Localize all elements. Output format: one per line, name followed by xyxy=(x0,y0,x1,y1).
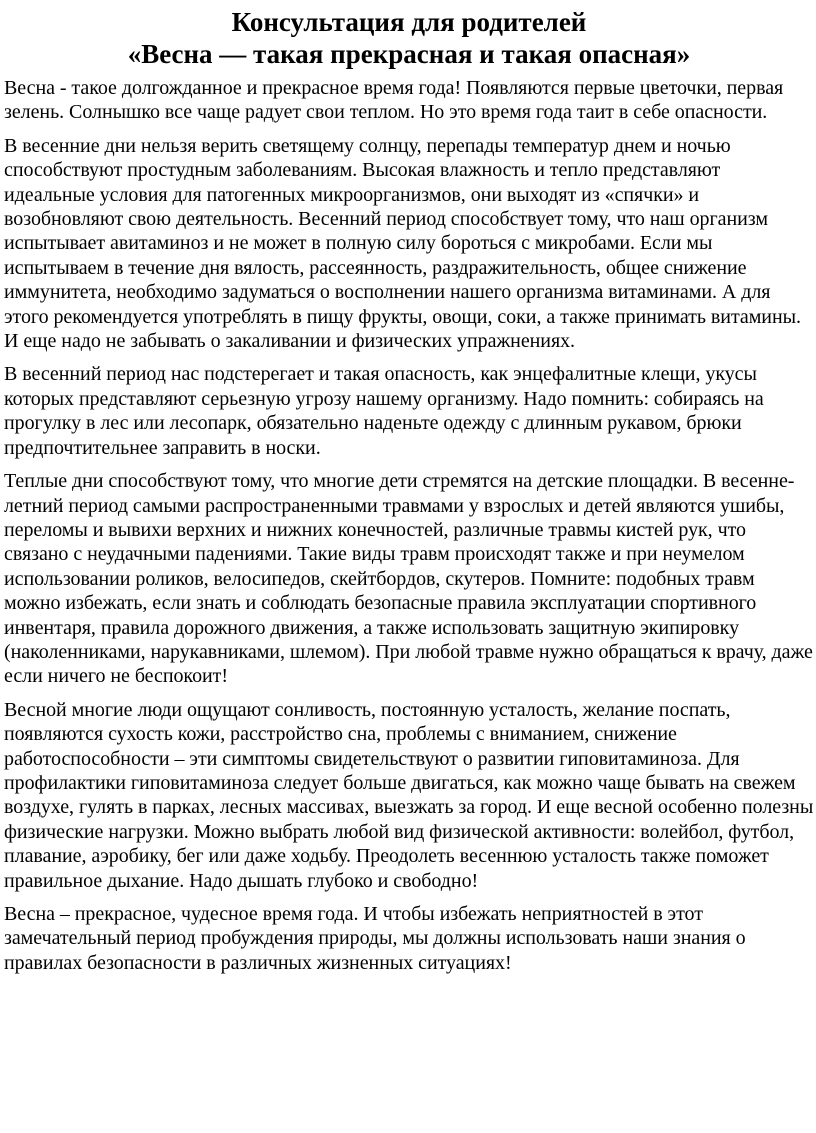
paragraph-intro: Весна - такое долгожданное и прекрасное время года! Появляются первые цветочки, первая зелень. Солнышко все чаще радует свои теплом. Но это время года таит в себе опасности. xyxy=(4,77,784,124)
paragraph-conclusion: Весна – прекрасное, чудесное время года. И чтобы избежать неприятностей в этот замечательный период пробуждения природы, мы должны использовать наши знания о правилах безопасности в различных жизненных ситуациях! xyxy=(4,903,746,974)
title-line-1: Консультация для родителей xyxy=(231,7,587,37)
title-line-2: «Весна — такая прекрасная и такая опасная» xyxy=(127,39,691,69)
paragraph-colds-vitamins: В весенние дни нельзя верить светящему солнцу, перепады температур днем и ночью способствуют простудным заболеваниям. Высокая влажность и тепло представляют идеальные условия для патогенных микроорганизмов, они выходят из «спячки» и возобновляют свою деятельность. Весенний период способствует тому, что наш организм испытывает авитаминоз и не может в полную силу бороться с микробами. Если мы испытываем в течение дня вялость, рассеянность, раздражительность, общее снижение иммунитета, необходимо задуматься о восполнении нашего организма витаминами. А для этого рекомендуется употреблять в пищу фрукты, овощи, соки, а также принимать витамины. И еще надо не забывать о закаливании и физических упражнениях. xyxy=(4,134,801,353)
document-title xyxy=(4,6,814,70)
paragraph-ticks: В весенний период нас подстерегает и такая опасность, как энцефалитные клещи, укусы которых представляют серьезную угрозу нашему организму. Надо помнить: собираясь на прогулку в лес или лесопарк, обязательно наденьте одежду с длинным рукавом, брюки предпочтительнее заправить в носки. xyxy=(4,363,764,459)
paragraph-injuries: Теплые дни способствуют тому, что многие дети стремятся на детские площадки. В весенне-летний период самыми распространенными травмами у взрослых и детей являются ушибы, переломы и вывихи верхних и нижних конечностей, различные травмы кистей рук, что связано с неудачными падениями. Такие виды травм происходят также и при неумелом использовании роликов, велосипедов, скейтбордов, скутеров. Помните: подобных травм можно избежать, если знать и соблюдать безопасные правила эксплуатации спортивного инвентаря, правила дорожного движения, а также использовать защитную экипировку (наколенниками, нарукавниками, шлемом). При любой травме нужно обращаться к врачу, даже если ничего не беспокоит! xyxy=(4,470,813,688)
paragraph-hypovitaminosis: Весной многие люди ощущают сонливость, постоянную усталость, желание поспать, появляются сухость кожи, расстройство сна, проблемы с вниманием, снижение работоспособности – эти симптомы свидетельствуют о развитии гиповитаминоза. Для профилактики гиповитаминоза следует больше двигаться, как можно чаще бывать на свежем воздухе, гулять в парках, лесных массивах, выезжать за город. И еще весной особенно полезны физические нагрузки. Можно выбрать любой вид физической активности: волейбол, футбол, плавание, аэробику, бег или даже ходьбу. Преодолеть весеннюю усталость также поможет правильное дыхание. Надо дышать глубоко и свободно! xyxy=(4,698,814,892)
